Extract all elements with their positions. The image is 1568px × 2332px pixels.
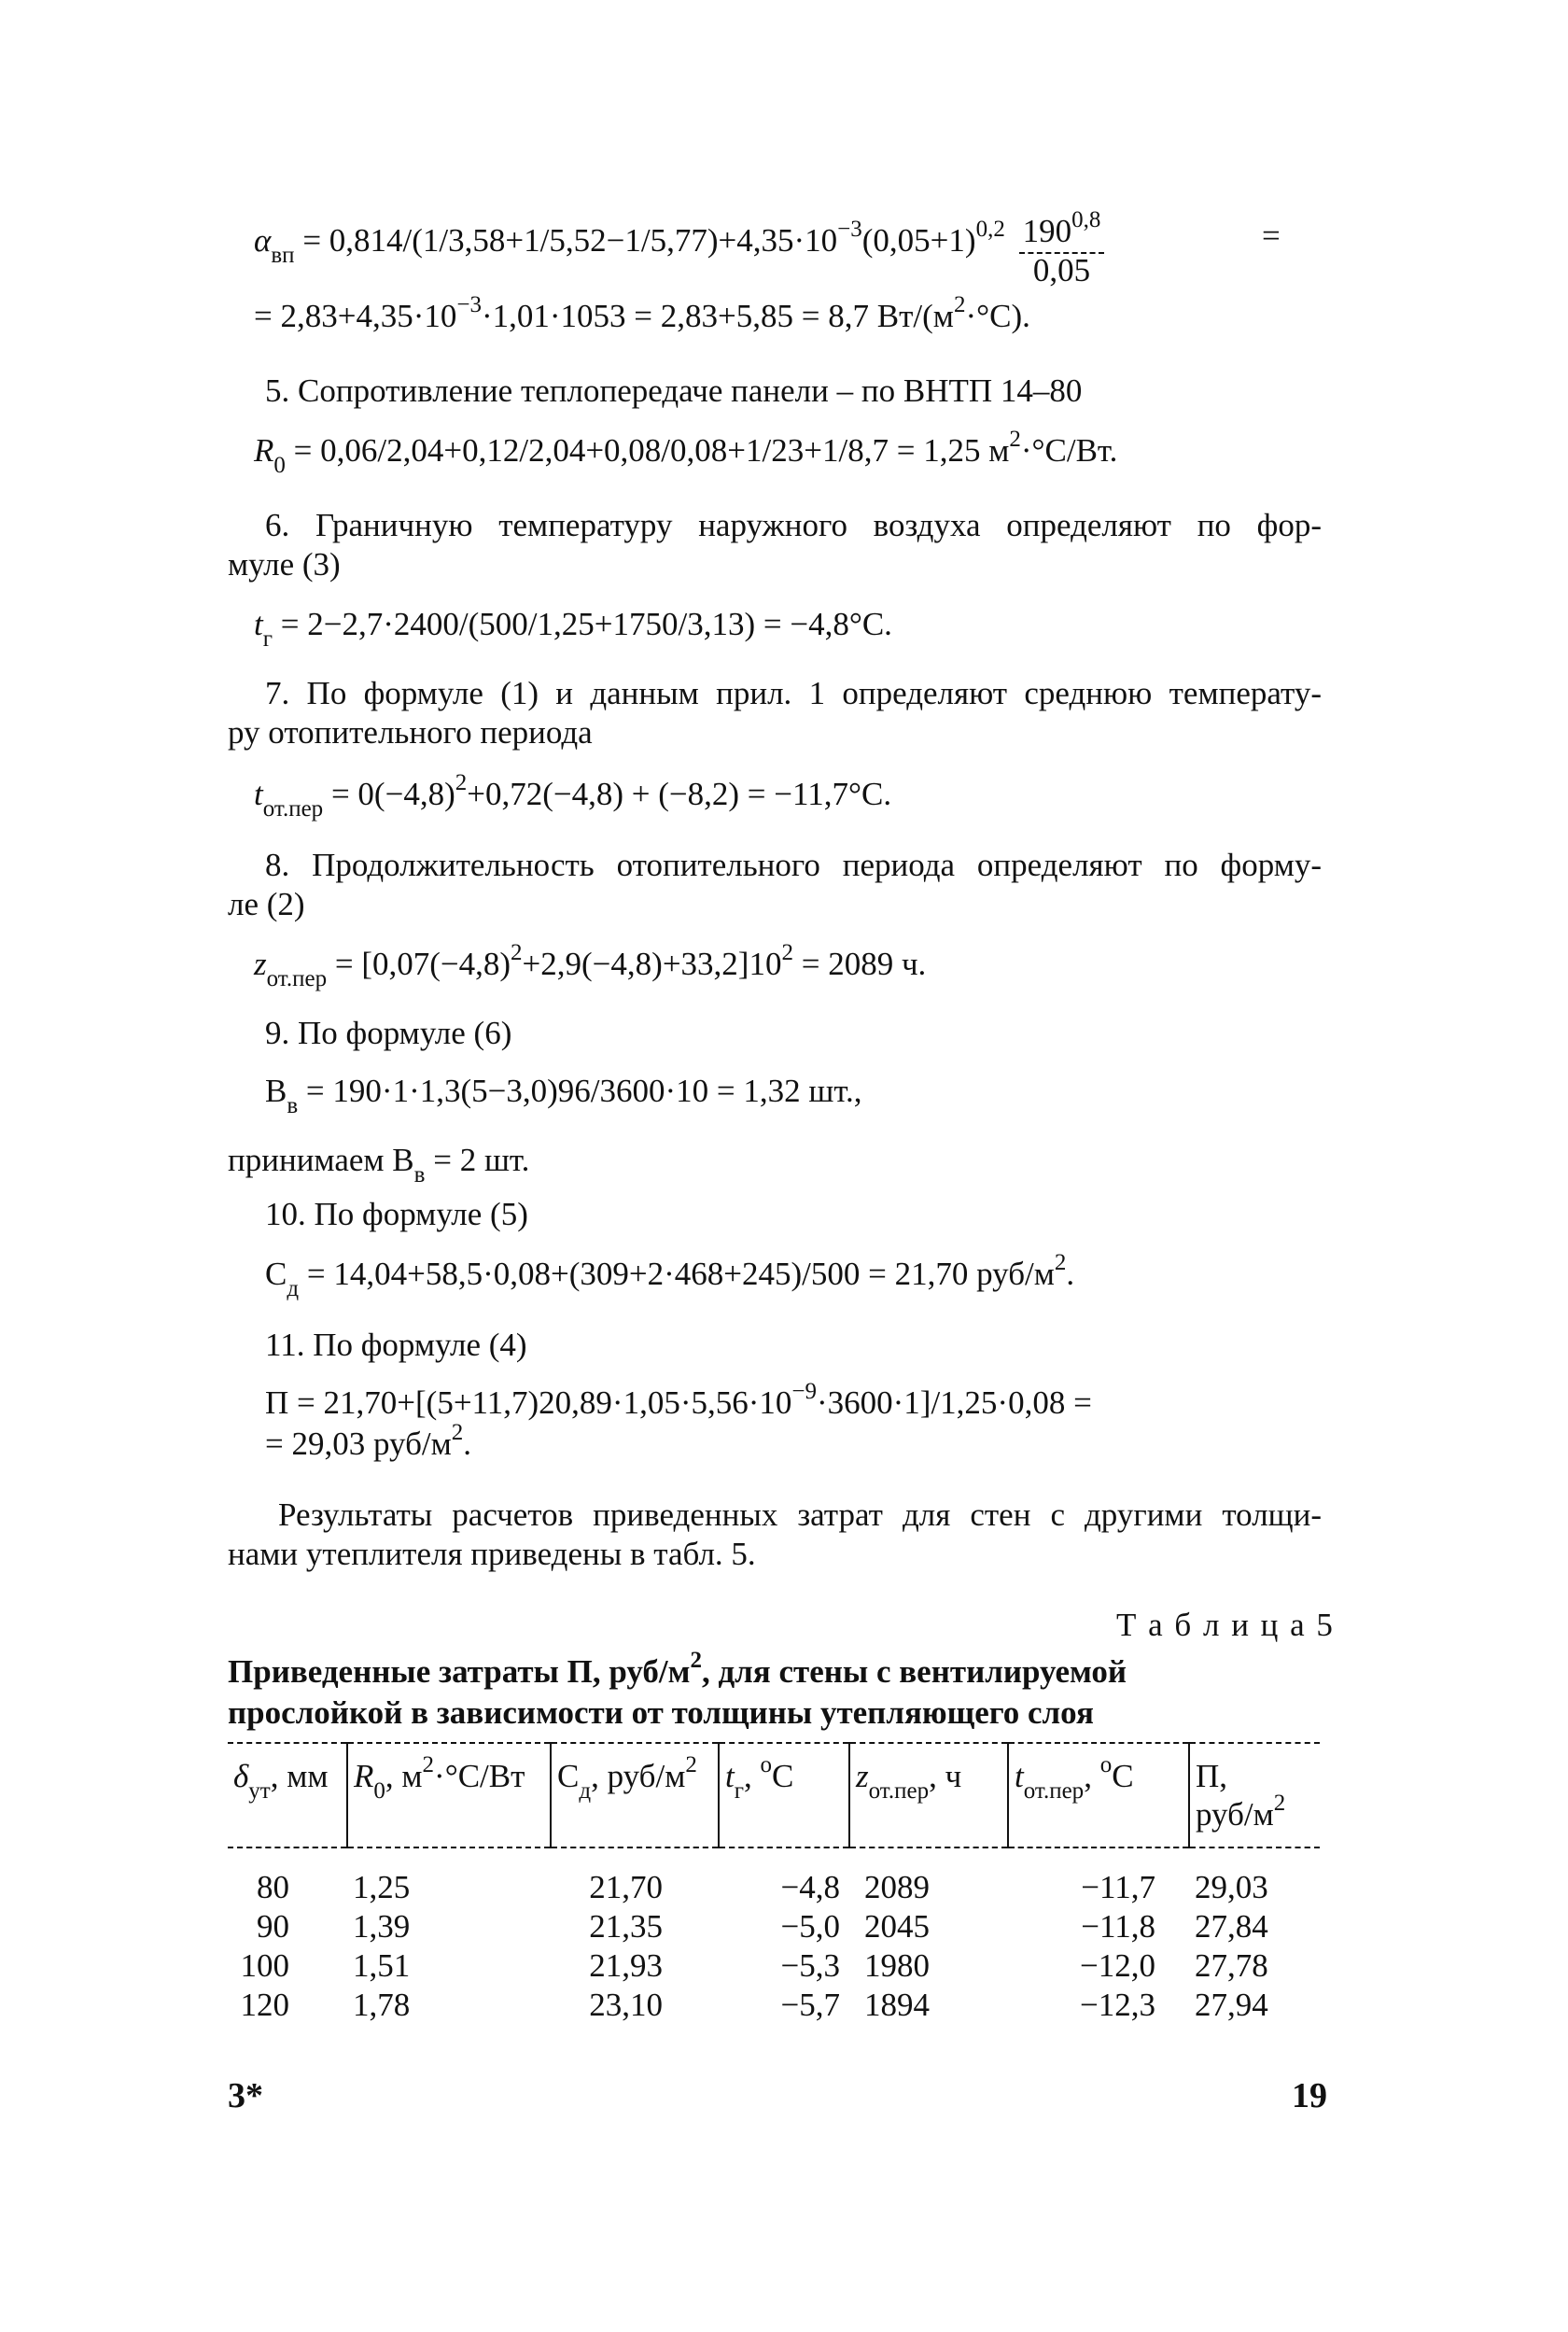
header-z-sub: от.пер [868, 1778, 930, 1804]
tg-rhs: = 2−2,7·2400/(500/1,25+1750/3,13) = −4,8°С. [273, 606, 892, 642]
cell-tg: −5,3 [780, 1946, 840, 1984]
alpha-exp-2: 0,2 [975, 217, 1005, 243]
zot-rhs-3: = 2089 ч. [792, 946, 927, 982]
pi-line2-b: . [463, 1426, 471, 1462]
alpha-frac-num-text: 190 [1022, 213, 1072, 249]
cell-p: 29,03 [1195, 1868, 1268, 1905]
bv-subscript: в [287, 1093, 299, 1118]
summary-line1: Результаты расчетов приведенных затрат для стен с другими толщи- [278, 1496, 1322, 1533]
bv-rhs: = 190·1·1,3(5−3,0)96/3600·10 = 1,32 шт., [298, 1073, 862, 1109]
header-t-unit2: С [1112, 1758, 1134, 1794]
signature-mark: 3* [228, 2076, 263, 2115]
table-5 [228, 1742, 1320, 2024]
tg-symbol: t [254, 606, 263, 642]
cell-tg: −5,7 [780, 1986, 840, 2023]
header-r0-sub: 0 [373, 1778, 385, 1804]
bv-symbol: В [265, 1073, 287, 1109]
cell-tg: −5,0 [780, 1907, 840, 1945]
table-row [228, 1906, 1320, 1946]
cd-subscript: д [287, 1276, 300, 1301]
accept-subscript: в [413, 1162, 426, 1187]
r0-symbol: R [254, 432, 274, 469]
zot-exp-1: 2 [511, 940, 523, 965]
cell-p: 27,84 [1195, 1907, 1268, 1945]
formula-pi-line2 [265, 1420, 471, 1468]
cell-r0: 1,51 [353, 1946, 411, 1984]
cell-cd: 21,35 [589, 1907, 663, 1945]
header-tg-exp: о [760, 1752, 772, 1777]
cell-p: 27,78 [1195, 1946, 1268, 1984]
r0-rhs: = 0,06/2,04+0,12/2,04+0,08/0,08+1/23+1/8,7 = 1,25 м [285, 432, 1010, 469]
alpha-line2-exp: −3 [456, 292, 482, 317]
cell-t-ot: −12,3 [1080, 1986, 1155, 2023]
formula-t-ot-per [254, 770, 892, 822]
paragraph-7-line1: 7. По формуле (1) и данным прил. 1 определяют среднюю температу- [265, 675, 1322, 711]
zot-subscript: от.пер [266, 966, 328, 991]
tg-subscript: г [262, 626, 273, 652]
formula-tg [254, 605, 892, 652]
table-caption-line1 [228, 1648, 1127, 1695]
cell-z: 2089 [864, 1868, 930, 1905]
header-tg [719, 1743, 849, 1847]
header-p [1189, 1743, 1320, 1847]
cell-t-ot: −11,8 [1081, 1907, 1155, 1945]
pi-line2-exp: 2 [451, 1420, 464, 1445]
cell-r0: 1,78 [353, 1986, 411, 2023]
cell-delta: 80 [257, 1868, 289, 1905]
alpha-fraction-numerator [1019, 207, 1105, 254]
header-t-sym: t [1015, 1758, 1024, 1794]
header-r0 [347, 1743, 551, 1847]
zot-rhs-2: +2,9(−4,8)+33,2]10 [522, 946, 782, 982]
cell-z: 1980 [864, 1946, 930, 1984]
cell-z: 1894 [864, 1986, 930, 2023]
cell-cd: 21,93 [589, 1946, 663, 1984]
alpha-subscript: вп [271, 243, 295, 269]
caption-line1-a: Приведенные затраты П, руб/м [228, 1653, 691, 1690]
header-r0-unit: , м [385, 1758, 423, 1794]
cell-tg: −4,8 [780, 1868, 840, 1905]
r0-tail: ·°С/Вт. [1020, 432, 1118, 469]
cell-cd: 21,70 [589, 1868, 663, 1905]
paragraph-6-line2: муле (3) [228, 546, 341, 583]
cell-t-ot: −11,7 [1081, 1868, 1155, 1905]
paragraph-11: 11. По формуле (4) [265, 1327, 527, 1363]
cell-delta: 120 [240, 1986, 289, 2023]
header-delta [228, 1743, 347, 1847]
accept-pre: принимаем В [228, 1142, 414, 1178]
formula-alpha-equals: = [1262, 218, 1281, 254]
header-cd-sub: д [579, 1778, 592, 1804]
zot-exp-2: 2 [781, 940, 793, 965]
paragraph-8-line2: ле (2) [228, 886, 305, 922]
alpha-rhs-2: (0,05+1) [861, 222, 976, 260]
pi-line1-a: П = 21,70+[(5+11,7)20,89·1,05·5,56·10 [265, 1384, 792, 1421]
table-label: Т а б л и ц а 5 [1116, 1607, 1335, 1643]
table-header-row [228, 1743, 1320, 1847]
header-tg-sym: t [725, 1758, 735, 1794]
header-r0-exp: 2 [422, 1752, 435, 1777]
r0-subscript: 0 [273, 453, 286, 478]
table-caption-line2: прослойкой в зависимости от толщины утепляющего слоя [228, 1694, 1094, 1731]
paragraph-6-line1: 6. Граничную температуру наружного воздуха определяют по фор- [265, 507, 1322, 543]
header-t-exp: о [1099, 1752, 1113, 1777]
paragraph-10: 10. По формуле (5) [265, 1196, 528, 1232]
cell-z: 2045 [864, 1907, 930, 1945]
header-cd-exp: 2 [685, 1752, 697, 1777]
cell-delta: 90 [257, 1907, 289, 1945]
r0-exp: 2 [1009, 427, 1021, 452]
alpha-rhs-1: = 0,814/(1/3,58+1/5,52−1/5,77)+4,35·10 [294, 222, 838, 260]
header-r0-sym: R [354, 1758, 374, 1794]
header-t-unit: , [1084, 1758, 1100, 1794]
header-delta-sym: δ [233, 1758, 249, 1794]
pi-exp: −9 [791, 1379, 817, 1404]
formula-bv [265, 1072, 862, 1118]
zot-rhs-1: = [0,07(−4,8) [327, 946, 511, 982]
header-tg-unit: , [744, 1758, 761, 1794]
alpha-line2-exp2: 2 [953, 292, 966, 317]
header-t-ot [1008, 1743, 1189, 1847]
header-cd-sym: С [557, 1758, 580, 1794]
paragraph-8-line1: 8. Продолжительность отопительного периода определяют по форму- [265, 847, 1322, 883]
formula-pi-line1 [265, 1379, 1092, 1426]
cd-symbol: С [265, 1256, 287, 1292]
formula-alpha-line2 [254, 292, 1030, 340]
cell-delta: 100 [240, 1946, 289, 1984]
header-p-line2: руб/м [1196, 1796, 1274, 1833]
header-z [849, 1743, 1008, 1847]
accept-post: = 2 шт. [425, 1142, 530, 1178]
zot-symbol: z [254, 946, 267, 982]
formula-z-ot-per [254, 940, 927, 991]
pi-line1-b: ·3600·1]/1,25·0,08 = [816, 1384, 1092, 1421]
paragraph-9: 9. По формуле (6) [265, 1015, 512, 1051]
alpha-frac-num-exp: 0,8 [1071, 207, 1101, 232]
tot-rhs-1: = 0(−4,8) [323, 776, 455, 812]
alpha-fraction-denominator: 0,05 [1032, 252, 1091, 288]
table-row [228, 1946, 1320, 1985]
header-delta-unit: , мм [270, 1758, 329, 1794]
alpha-exp-1: −3 [837, 217, 862, 243]
tot-symbol: t [254, 776, 263, 812]
caption-line1-b: , для стены с вентилируемой [701, 1653, 1127, 1690]
header-z-sym: z [856, 1758, 869, 1794]
alpha-line2-b: ·1,01·1053 = 2,83+5,85 = 8,7 Вт/(м [482, 298, 954, 334]
header-delta-sub: ут [248, 1778, 271, 1804]
table-row [228, 1847, 1320, 1906]
header-tg-sub: г [734, 1778, 744, 1804]
tot-exp: 2 [455, 770, 468, 795]
header-r0-unit2: ·°С/Вт [434, 1758, 525, 1794]
header-cd [551, 1743, 719, 1847]
alpha-line2-a: = 2,83+4,35·10 [254, 298, 457, 334]
accept-line [228, 1141, 530, 1187]
cell-r0: 1,39 [353, 1907, 411, 1945]
table-row [228, 1985, 1320, 2024]
header-cd-unit: , руб/м [591, 1758, 686, 1794]
tot-subscript: от.пер [262, 796, 324, 822]
tot-rhs-2: +0,72(−4,8) + (−8,2) = −11,7°С. [467, 776, 892, 812]
header-z-unit: , ч [929, 1758, 962, 1794]
header-p-exp: 2 [1273, 1791, 1286, 1816]
alpha-line2-c: ·°С). [965, 298, 1030, 334]
header-tg-unit2: С [772, 1758, 794, 1794]
cell-t-ot: −12,0 [1080, 1946, 1155, 1984]
formula-alpha [254, 207, 1110, 288]
formula-r0 [254, 427, 1118, 478]
pi-line2-a: = 29,03 руб/м [265, 1426, 452, 1462]
page-number: 19 [1292, 2076, 1327, 2115]
paragraph-5: 5. Сопротивление теплопередаче панели – по ВНТП 14–80 [265, 372, 1083, 409]
alpha-symbol: α [254, 222, 272, 260]
cell-p: 27,94 [1195, 1986, 1268, 2023]
paragraph-7-line2: ру отопительного периода [228, 714, 593, 751]
cell-cd: 23,10 [589, 1986, 663, 2023]
cell-r0: 1,25 [353, 1868, 411, 1905]
header-t-sub: от.пер [1023, 1778, 1085, 1804]
summary-line2: нами утеплителя приведены в табл. 5. [228, 1536, 756, 1572]
formula-cd [265, 1250, 1075, 1301]
alpha-fraction [1019, 207, 1105, 288]
cd-exp: 2 [1054, 1250, 1067, 1275]
cd-tail: . [1066, 1256, 1075, 1292]
caption-exp: 2 [690, 1648, 702, 1673]
header-p-line1: П, [1196, 1758, 1228, 1794]
cd-rhs: = 14,04+58,5·0,08+(309+2·468+245)/500 = 21,70 руб/м [299, 1256, 1055, 1292]
